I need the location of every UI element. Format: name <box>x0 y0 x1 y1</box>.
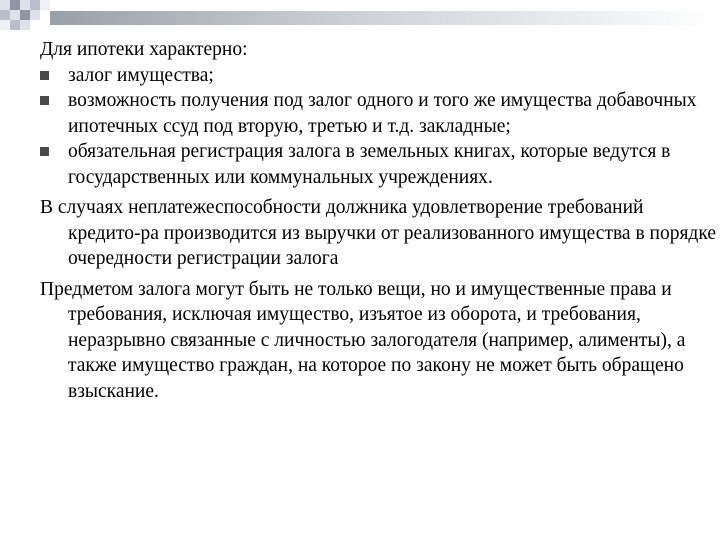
bullet-item <box>40 63 716 89</box>
header-gradient-bar <box>50 11 720 25</box>
paragraph-insolvency: В случаях неплатежеспособности должника удовлетворение требований кредито-ра производится из выручки от реализованного имущества в порядке очередности регистрации залога <box>40 197 716 269</box>
slide-body <box>40 37 716 404</box>
paragraph-pledge-subject: Предметом залога могут быть не только вещи, но и имущественные права и требования, исключая имущество, изъятое из оборота, и требования, неразрывно связанные с личностью залогодателя (например, алименты), а также имущество граждан, на которое по закону не может быть обращено взыскание. <box>40 278 686 402</box>
square-bullet-icon <box>40 96 49 105</box>
intro-text: Для ипотеки характерно: <box>40 39 248 60</box>
square-bullet-icon <box>40 147 49 156</box>
bullet-text: обязательная регистрация залога в земельных книгах, которые ведутся в государственных или коммунальных учреждениях. <box>68 141 671 188</box>
bullet-item <box>40 139 716 190</box>
bullet-text: возможность получения под залог одного и того же имущества добавочных ипотечных ссуд под вторую, третью и т.д. закладные; <box>68 90 697 137</box>
bullet-item <box>40 88 716 139</box>
bullet-text: залог имущества; <box>68 64 214 86</box>
square-bullet-icon <box>40 71 49 80</box>
